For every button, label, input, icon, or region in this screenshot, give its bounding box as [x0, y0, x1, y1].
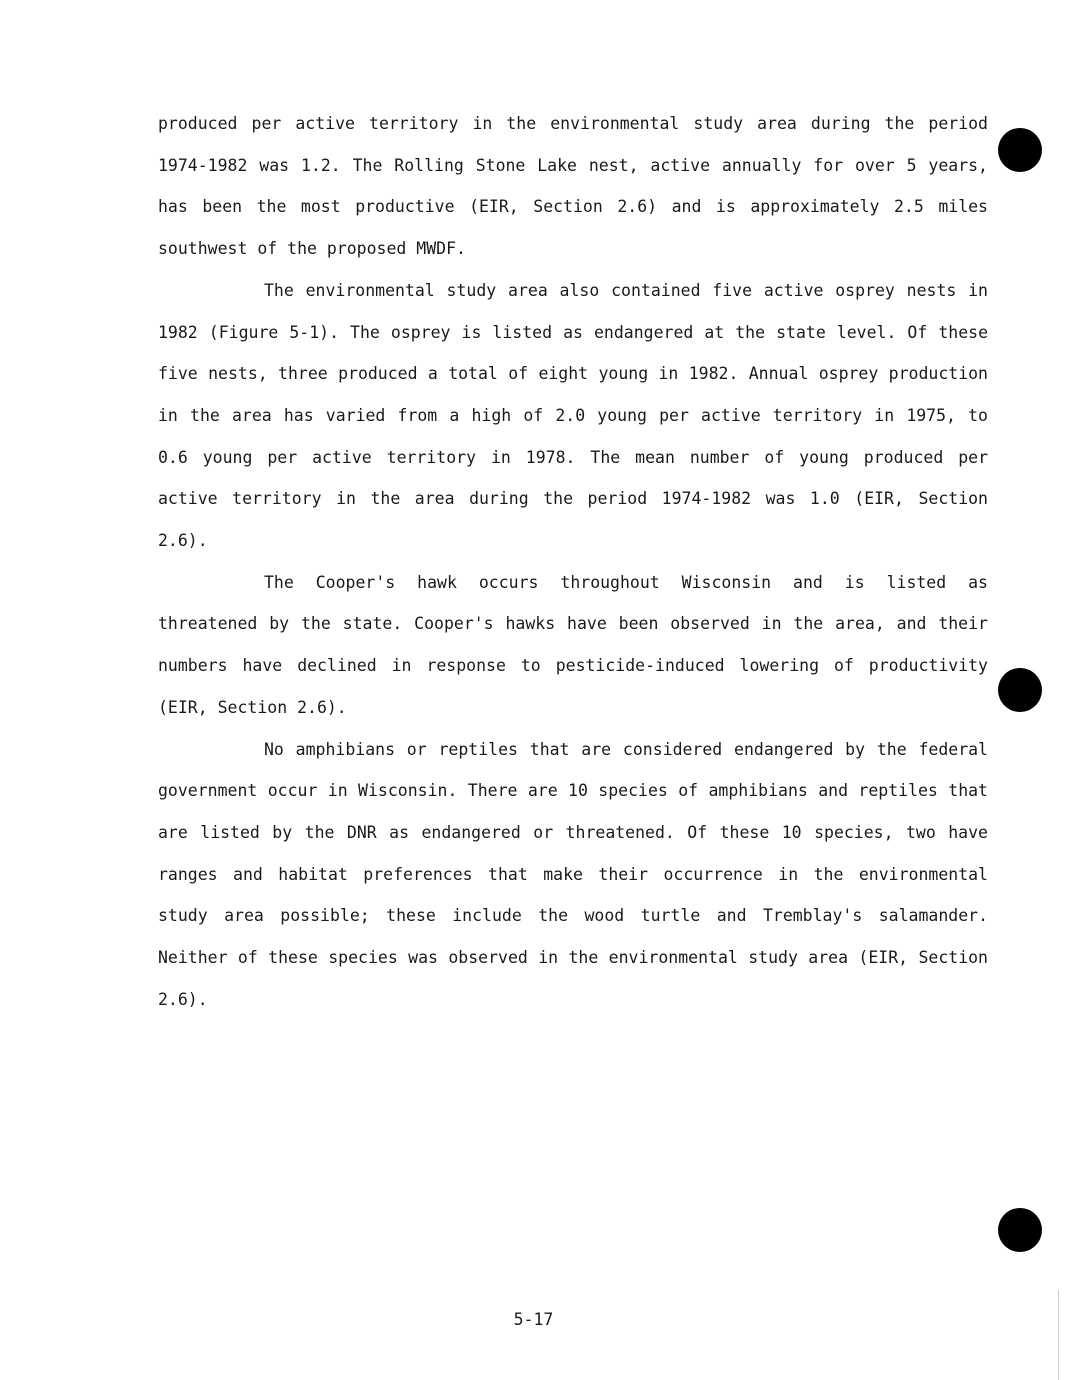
- body-text: [158, 103, 988, 1020]
- scan-edge-line: [1058, 1290, 1059, 1380]
- binder-hole-top: [998, 128, 1042, 172]
- paragraph-2: The environmental study area also contained five active osprey nests in 1982 (Figure 5-1). The osprey is listed as endangered at the state level. Of these five nests, three produced a total of eight young in 1982. Annual osprey production in the area has varied from a high of 2.0 young per active territory in 1975, to 0.6 young per active territory in 1978. The mean number of young produced per active territory in the area during the period 1974-1982 was 1.0 (EIR, Section 2.6).: [158, 280, 988, 551]
- page-number: 5-17: [513, 1310, 554, 1329]
- paragraph-3: The Cooper's hawk occurs throughout Wisconsin and is listed as threatened by the state. Cooper's hawks have been observed in the area, and their numbers have declined in response to pesticide-induced lowering of productivity (EIR, Section 2.6).: [158, 572, 988, 717]
- paragraph-4: No amphibians or reptiles that are considered endangered by the federal government occur in Wisconsin. There are 10 species of amphibians and reptiles that are listed by the DNR as endangered or threatened. Of these 10 species, two have ranges and habitat preferences that make their occurrence in the environmental study area possible; these include the wood turtle and Tremblay's salamander. Neither of these species was observed in the environmental study area (EIR, Section 2.6).: [158, 739, 988, 1009]
- binder-hole-middle: [998, 668, 1042, 712]
- binder-hole-bottom: [998, 1208, 1042, 1252]
- paragraph-1: produced per active territory in the environmental study area during the period 1974-1982 was 1.2. The Rolling Stone Lake nest, active annually for over 5 years, has been the most productive (EIR, Section 2.6) and is approximately 2.5 miles southwest of the proposed MWDF.: [158, 114, 988, 259]
